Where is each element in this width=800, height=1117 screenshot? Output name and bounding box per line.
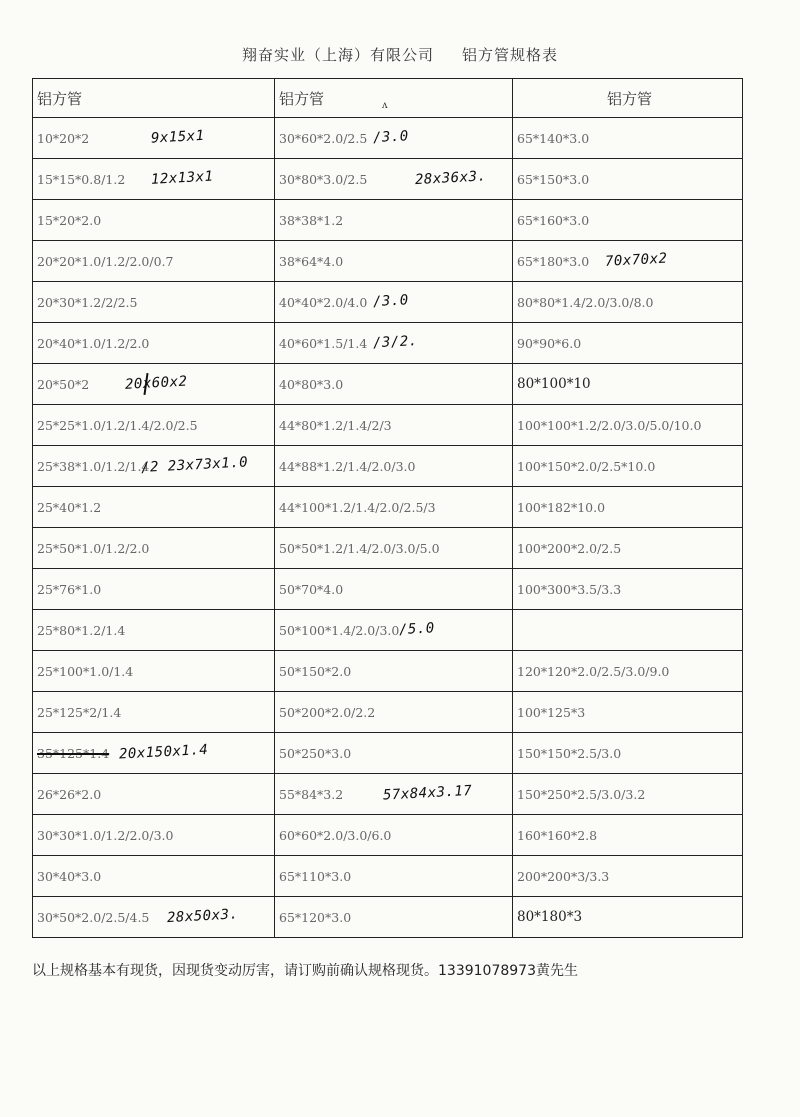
spec-value: 38*38*1.2 xyxy=(279,212,344,228)
spec-table xyxy=(32,78,743,938)
table-row xyxy=(33,610,743,651)
handwritten-note: /3/2. xyxy=(372,333,419,352)
spec-value: 10*20*2 xyxy=(37,130,90,146)
table-cell-c2 xyxy=(275,282,513,323)
table-row xyxy=(33,774,743,815)
spec-value: 20*20*1.0/1.2/2.0/0.7 xyxy=(37,253,174,269)
table-cell-c2 xyxy=(275,487,513,528)
spec-value: 25*76*1.0 xyxy=(37,581,102,597)
table-row xyxy=(33,569,743,610)
table-cell-c2 xyxy=(275,774,513,815)
table-cell-c3 xyxy=(513,364,743,405)
table-cell-c2 xyxy=(275,159,513,200)
spec-value: 65*110*3.0 xyxy=(279,868,352,884)
table-title: 铝方管规格表 xyxy=(462,46,559,64)
table-cell-c2 xyxy=(275,651,513,692)
spec-value: 120*120*2.0/2.5/3.0/9.0 xyxy=(517,663,670,679)
table-row xyxy=(33,159,743,200)
table-cell-c3 xyxy=(513,733,743,774)
table-row xyxy=(33,118,743,159)
spec-value: 30*40*3.0 xyxy=(37,868,102,884)
spec-value: 200*200*3/3.3 xyxy=(517,868,610,884)
table-row xyxy=(33,528,743,569)
spec-value: 50*70*4.0 xyxy=(279,581,344,597)
spec-value: 65*140*3.0 xyxy=(517,130,590,146)
spec-value: 150*250*2.5/3.0/3.2 xyxy=(517,786,646,802)
spec-value: 30*80*3.0/2.5 xyxy=(279,171,368,187)
spec-value: 38*64*4.0 xyxy=(279,253,344,269)
spec-value: 80*180*3 xyxy=(517,909,583,925)
handwritten-note: 20x150x1.4 xyxy=(118,741,209,763)
table-cell-c3 xyxy=(513,405,743,446)
table-cell-c3 xyxy=(513,323,743,364)
table-cell-c2 xyxy=(275,446,513,487)
spec-value: 50*100*1.4/2.0/3.0 xyxy=(279,622,400,638)
spec-value: 55*84*3.2 xyxy=(279,786,344,802)
spec-value: 25*40*1.2 xyxy=(37,499,102,515)
table-cell-c3 xyxy=(513,241,743,282)
table-cell-c2 xyxy=(275,856,513,897)
spec-value: 25*25*1.0/1.2/1.4/2.0/2.5 xyxy=(37,417,198,433)
handwritten-note: 9x15x1 xyxy=(150,127,205,147)
table-cell-c1 xyxy=(33,323,275,364)
table-cell-c1 xyxy=(33,733,275,774)
spec-value: 44*88*1.2/1.4/2.0/3.0 xyxy=(279,458,416,474)
table-cell-c1 xyxy=(33,446,275,487)
table-cell-c3 xyxy=(513,200,743,241)
spec-value: 20*30*1.2/2/2.5 xyxy=(37,294,138,310)
spec-value: 25*38*1.0/1.2/1.4 xyxy=(37,458,150,474)
table-row xyxy=(33,733,743,774)
spec-value: 25*50*1.0/1.2/2.0 xyxy=(37,540,150,556)
table-row xyxy=(33,651,743,692)
table-row xyxy=(33,487,743,528)
handwritten-note: 12x13x1 xyxy=(150,168,214,188)
spec-value: 100*200*2.0/2.5 xyxy=(517,540,622,556)
spec-value: 40*80*3.0 xyxy=(279,376,344,392)
table-cell-c2 xyxy=(275,241,513,282)
table-cell-c1 xyxy=(33,364,275,405)
table-cell-c3 xyxy=(513,487,743,528)
spec-value: 35*125*1.4 xyxy=(37,745,110,761)
table-row xyxy=(33,200,743,241)
handwritten-note: 28x36x3. xyxy=(414,168,487,189)
spec-value: 26*26*2.0 xyxy=(37,786,102,802)
spec-value: 25*125*2/1.4 xyxy=(37,704,122,720)
table-cell-c2 xyxy=(275,610,513,651)
table-cell-c3 xyxy=(513,118,743,159)
table-cell-c2 xyxy=(275,815,513,856)
table-cell-c2 xyxy=(275,569,513,610)
table-cell-c1 xyxy=(33,282,275,323)
handwritten-note: /5.0 xyxy=(398,620,436,639)
table-cell-c1 xyxy=(33,692,275,733)
handwritten-note: /2 23x73x1.0 xyxy=(140,454,249,476)
stray-pen-mark: ʌ xyxy=(382,100,388,111)
table-cell-c2 xyxy=(275,733,513,774)
table-cell-c2 xyxy=(275,528,513,569)
spec-value: 65*150*3.0 xyxy=(517,171,590,187)
handwritten-note: /3.0 xyxy=(372,128,410,147)
table-cell-c1 xyxy=(33,774,275,815)
spec-value: 40*60*1.5/1.4 xyxy=(279,335,368,351)
table-cell-c2 xyxy=(275,897,513,938)
table-cell-c1 xyxy=(33,405,275,446)
spec-value: 30*50*2.0/2.5/4.5 xyxy=(37,909,150,925)
table-cell-c3 xyxy=(513,897,743,938)
table-row xyxy=(33,323,743,364)
table-cell-c3 xyxy=(513,528,743,569)
table-cell-c1 xyxy=(33,200,275,241)
table-header-row xyxy=(33,79,743,118)
table-cell-c1 xyxy=(33,118,275,159)
table-cell-c3 xyxy=(513,856,743,897)
spec-value: 80*100*10 xyxy=(517,376,591,392)
spec-value: 65*160*3.0 xyxy=(517,212,590,228)
table-row xyxy=(33,364,743,405)
table-cell-c1 xyxy=(33,528,275,569)
spec-value: 50*250*3.0 xyxy=(279,745,352,761)
table-cell-c2 xyxy=(275,118,513,159)
table-row xyxy=(33,856,743,897)
spec-value: 100*300*3.5/3.3 xyxy=(517,581,622,597)
spec-value: 65*180*3.0 xyxy=(517,253,590,269)
spec-value: 150*150*2.5/3.0 xyxy=(517,745,622,761)
spec-value: 100*100*1.2/2.0/3.0/5.0/10.0 xyxy=(517,417,702,433)
table-cell-c2 xyxy=(275,692,513,733)
table-row xyxy=(33,282,743,323)
table-cell-c1 xyxy=(33,241,275,282)
spec-value: 20*50*2 xyxy=(37,376,90,392)
table-cell-c2 xyxy=(275,200,513,241)
spec-value: 15*15*0.8/1.2 xyxy=(37,171,126,187)
spec-value: 160*160*2.8 xyxy=(517,827,598,843)
table-row xyxy=(33,692,743,733)
table-row xyxy=(33,897,743,938)
table-row xyxy=(33,446,743,487)
spec-value: 50*200*2.0/2.2 xyxy=(279,704,376,720)
handwritten-note: 28x50x3. xyxy=(166,906,239,927)
spec-value: 15*20*2.0 xyxy=(37,212,102,228)
table-row xyxy=(33,241,743,282)
spec-value: 65*120*3.0 xyxy=(279,909,352,925)
table-cell-c2 xyxy=(275,323,513,364)
table-cell-c1 xyxy=(33,897,275,938)
table-cell-c1 xyxy=(33,856,275,897)
spec-value: 30*30*1.0/1.2/2.0/3.0 xyxy=(37,827,174,843)
spec-value: 44*100*1.2/1.4/2.0/2.5/3 xyxy=(279,499,436,515)
table-cell-c3 xyxy=(513,282,743,323)
table-cell-c3 xyxy=(513,569,743,610)
spec-value: 90*90*6.0 xyxy=(517,335,582,351)
spec-table-body xyxy=(33,79,743,938)
column-header: 铝方管 xyxy=(33,79,275,118)
handwritten-note: 70x70x2 xyxy=(604,250,668,270)
spec-value: 100*150*2.0/2.5*10.0 xyxy=(517,458,656,474)
table-cell-c3 xyxy=(513,610,743,651)
spec-value: 50*150*2.0 xyxy=(279,663,352,679)
table-cell-c3 xyxy=(513,159,743,200)
spec-value: 40*40*2.0/4.0 xyxy=(279,294,368,310)
spec-value: 30*60*2.0/2.5 xyxy=(279,130,368,146)
column-header: 铝方管 xyxy=(513,79,743,118)
table-cell-c2 xyxy=(275,364,513,405)
spec-value: 60*60*2.0/3.0/6.0 xyxy=(279,827,392,843)
table-cell-c1 xyxy=(33,159,275,200)
page-title xyxy=(0,44,800,65)
spec-value: 100*182*10.0 xyxy=(517,499,606,515)
spec-value: 25*100*1.0/1.4 xyxy=(37,663,134,679)
table-cell-c1 xyxy=(33,651,275,692)
table-row xyxy=(33,815,743,856)
table-cell-c1 xyxy=(33,569,275,610)
spec-value: 50*50*1.2/1.4/2.0/3.0/5.0 xyxy=(279,540,440,556)
spec-value: 20*40*1.0/1.2/2.0 xyxy=(37,335,150,351)
table-cell-c3 xyxy=(513,774,743,815)
table-row xyxy=(33,405,743,446)
table-cell-c3 xyxy=(513,815,743,856)
table-cell-c1 xyxy=(33,487,275,528)
table-cell-c3 xyxy=(513,446,743,487)
company-name: 翔奋实业（上海）有限公司 xyxy=(241,46,434,64)
spec-value: 25*80*1.2/1.4 xyxy=(37,622,126,638)
handwritten-note: 57x84x3.17 xyxy=(382,782,473,804)
table-cell-c1 xyxy=(33,610,275,651)
spec-value: 80*80*1.4/2.0/3.0/8.0 xyxy=(517,294,654,310)
spec-value: 100*125*3 xyxy=(517,704,586,720)
table-cell-c2 xyxy=(275,405,513,446)
handwritten-note: 20x60x2 xyxy=(124,373,188,393)
table-cell-c1 xyxy=(33,815,275,856)
footer-note: 以上规格基本有现货，因现货变动厉害，请订购前确认规格现货。13391078973黄先生 xyxy=(32,963,578,979)
handwritten-note: /3.0 xyxy=(372,292,410,311)
table-cell-c3 xyxy=(513,692,743,733)
column-header: 铝方管 xyxy=(275,79,513,118)
spec-value: 44*80*1.2/1.4/2/3 xyxy=(279,417,392,433)
table-cell-c3 xyxy=(513,651,743,692)
